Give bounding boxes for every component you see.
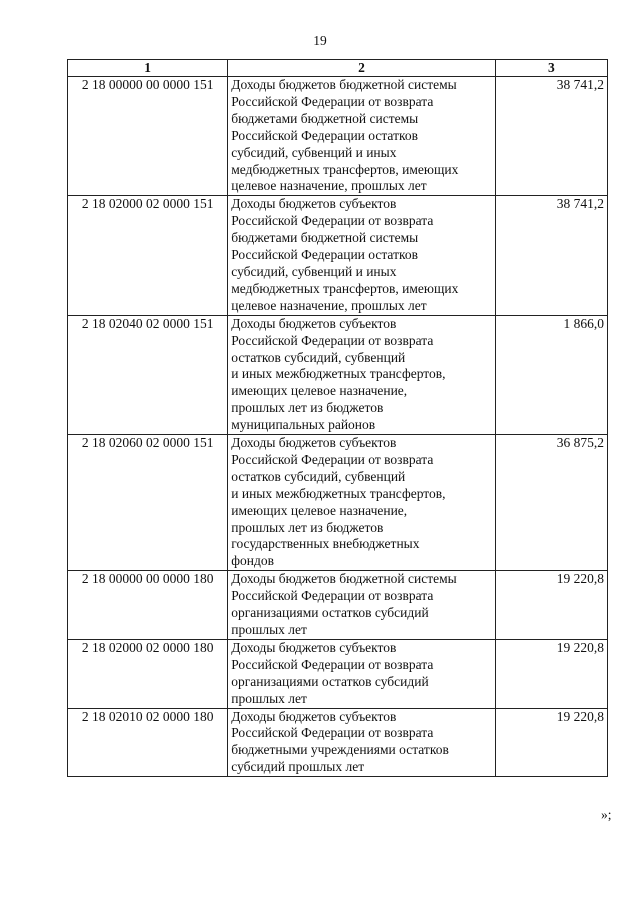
header-column-3: 3	[495, 60, 607, 77]
table-row	[68, 571, 608, 640]
table-row	[68, 708, 608, 777]
revenue-description: Доходы бюджетов субъектов Российской Федерации от возврата остатков субсидий, субвенций и иных межбюджетных трансфертов, имеющих целевое назначение, прошлых лет из бюджетов государственных внебюджетных фондов	[228, 435, 495, 571]
table-row	[68, 77, 608, 196]
table-row	[68, 315, 608, 434]
revenue-description: Доходы бюджетов бюджетной системы Российской Федерации от возврата организациями остатков субсидий прошлых лет	[228, 571, 495, 640]
revenue-description: Доходы бюджетов бюджетной системы Российской Федерации от возврата бюджетами бюджетной системы Российской Федерации остатков субсидий, субвенций и иных медбюджетных трансфертов, имеющих целевое назначение, прошлых лет	[228, 77, 495, 196]
amount: 19 220,8	[495, 639, 607, 708]
table-row	[68, 435, 608, 571]
revenue-description: Доходы бюджетов субъектов Российской Федерации от возврата бюджетными учреждениями остатков субсидий прошлых лет	[228, 708, 495, 777]
revenue-description: Доходы бюджетов субъектов Российской Федерации от возврата бюджетами бюджетной системы Российской Федерации остатков субсидий, субвенций и иных медбюджетных трансфертов, имеющих целевое назначение, прошлых лет	[228, 196, 495, 315]
amount: 38 741,2	[495, 77, 607, 196]
header-column-2: 2	[228, 60, 495, 77]
amount: 38 741,2	[495, 196, 607, 315]
amount: 1 866,0	[495, 315, 607, 434]
header-column-1: 1	[68, 60, 228, 77]
table-header-row	[68, 60, 608, 77]
table-row	[68, 639, 608, 708]
classification-code: 2 18 00000 00 0000 180	[68, 571, 228, 640]
revenue-description: Доходы бюджетов субъектов Российской Федерации от возврата организациями остатков субсидий прошлых лет	[228, 639, 495, 708]
revenue-description: Доходы бюджетов субъектов Российской Федерации от возврата остатков субсидий, субвенций и иных межбюджетных трансфертов, имеющих целевое назначение, прошлых лет из бюджетов муниципальных районов	[228, 315, 495, 434]
classification-code: 2 18 00000 00 0000 151	[68, 77, 228, 196]
amount: 36 875,2	[495, 435, 607, 571]
classification-code: 2 18 02040 02 0000 151	[68, 315, 228, 434]
table-row	[68, 196, 608, 315]
classification-code: 2 18 02000 02 0000 180	[68, 639, 228, 708]
closing-quote-mark: »;	[601, 807, 612, 822]
amount: 19 220,8	[495, 571, 607, 640]
budget-revenue-table	[67, 59, 608, 777]
classification-code: 2 18 02060 02 0000 151	[68, 435, 228, 571]
amount: 19 220,8	[495, 708, 607, 777]
classification-code: 2 18 02000 02 0000 151	[68, 196, 228, 315]
classification-code: 2 18 02010 02 0000 180	[68, 708, 228, 777]
page-number: 19	[313, 33, 327, 48]
